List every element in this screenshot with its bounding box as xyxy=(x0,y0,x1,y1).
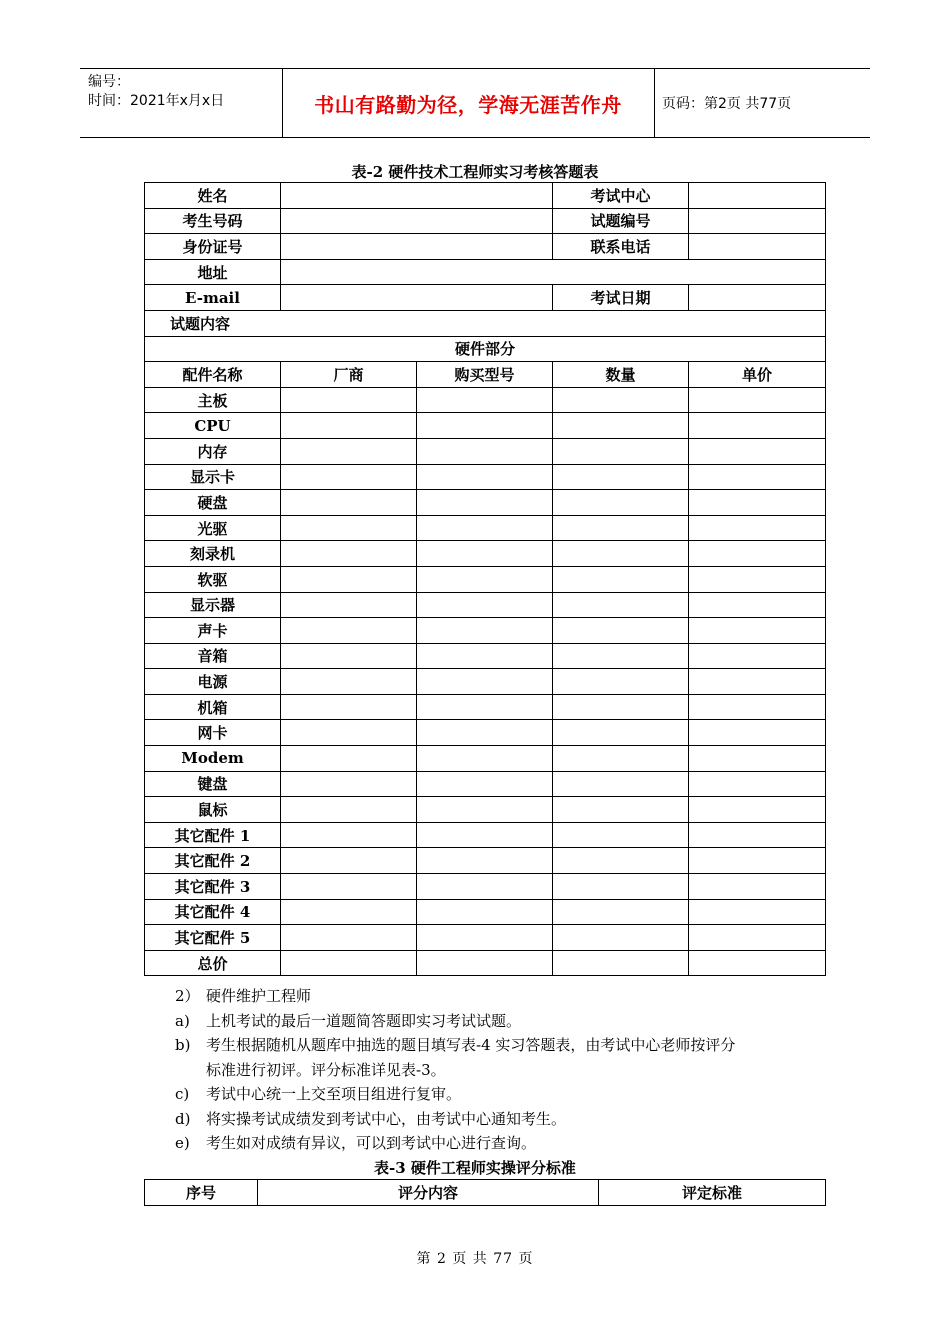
table-row xyxy=(145,336,826,362)
quantity-cell[interactable] xyxy=(553,541,689,567)
vendor-cell[interactable] xyxy=(281,899,417,925)
vendor-cell[interactable] xyxy=(281,797,417,823)
model-cell[interactable] xyxy=(417,899,553,925)
part-name: 电源 xyxy=(145,669,281,695)
header-motto: 书山有路勤为径，学海无涯苦作舟 xyxy=(314,93,622,117)
name-field[interactable] xyxy=(281,183,553,209)
quantity-cell[interactable] xyxy=(553,669,689,695)
price-cell[interactable] xyxy=(689,464,826,490)
price-cell[interactable] xyxy=(689,899,826,925)
hardware-section-label: 硬件部分 xyxy=(145,336,826,362)
part-name: Modem xyxy=(145,746,281,772)
model-cell[interactable] xyxy=(417,694,553,720)
serial-label: 编号： xyxy=(88,74,130,90)
part-name: 内存 xyxy=(145,438,281,464)
model-cell[interactable] xyxy=(417,669,553,695)
model-cell[interactable] xyxy=(417,566,553,592)
column-header: 评定标准 xyxy=(599,1180,826,1206)
quantity-cell[interactable] xyxy=(553,694,689,720)
column-header: 购买型号 xyxy=(417,362,553,388)
list-item xyxy=(175,1131,735,1156)
price-cell[interactable] xyxy=(689,669,826,695)
table-row xyxy=(145,925,826,951)
list-text: 考生根据随机从题库中抽选的题目填写表-4 实习答题表，由考试中心老师按评分 xyxy=(206,1036,736,1054)
table-row xyxy=(145,618,826,644)
question-number-label: 试题编号 xyxy=(553,208,689,234)
price-cell[interactable] xyxy=(689,413,826,439)
price-cell[interactable] xyxy=(689,541,826,567)
quantity-cell[interactable] xyxy=(553,874,689,900)
model-cell[interactable] xyxy=(417,950,553,976)
phone-label: 联系电话 xyxy=(553,234,689,260)
vendor-cell[interactable] xyxy=(281,694,417,720)
table-row xyxy=(145,822,826,848)
page-footer: 第 2 页 共 77 页 xyxy=(416,1251,534,1267)
model-cell[interactable] xyxy=(417,925,553,951)
vendor-cell[interactable] xyxy=(281,490,417,516)
exam-center-label: 考试中心 xyxy=(553,183,689,209)
list-marker: c) xyxy=(175,1085,190,1103)
model-cell[interactable] xyxy=(417,387,553,413)
price-cell[interactable] xyxy=(689,438,826,464)
id-number-field[interactable] xyxy=(281,234,553,260)
price-cell[interactable] xyxy=(689,771,826,797)
price-cell[interactable] xyxy=(689,515,826,541)
vendor-cell[interactable] xyxy=(281,643,417,669)
email-field[interactable] xyxy=(281,285,553,311)
vendor-cell[interactable] xyxy=(281,925,417,951)
vendor-cell[interactable] xyxy=(281,387,417,413)
question-content-label: 试题内容 xyxy=(145,310,826,336)
model-cell[interactable] xyxy=(417,541,553,567)
model-cell[interactable] xyxy=(417,874,553,900)
heading-text: 硬件维护工程师 xyxy=(206,987,312,1005)
vendor-cell[interactable] xyxy=(281,413,417,439)
table-row xyxy=(145,797,826,823)
table-row xyxy=(145,746,826,772)
vendor-cell[interactable] xyxy=(281,438,417,464)
part-name: 音箱 xyxy=(145,643,281,669)
table-row xyxy=(145,413,826,439)
list-marker: e) xyxy=(175,1134,190,1152)
vendor-cell[interactable] xyxy=(281,950,417,976)
vendor-cell[interactable] xyxy=(281,848,417,874)
price-cell[interactable] xyxy=(689,950,826,976)
heading-number: 2） xyxy=(175,987,200,1005)
price-cell[interactable] xyxy=(689,848,826,874)
column-header: 单价 xyxy=(689,362,826,388)
list-text: 上机考试的最后一道题简答题即实习考试试题。 xyxy=(206,1011,522,1030)
vendor-cell[interactable] xyxy=(281,720,417,746)
quantity-cell[interactable] xyxy=(553,592,689,618)
model-cell[interactable] xyxy=(417,848,553,874)
part-name: 主板 xyxy=(145,387,281,413)
part-name: CPU xyxy=(145,413,281,439)
quantity-cell[interactable] xyxy=(553,643,689,669)
price-cell[interactable] xyxy=(689,490,826,516)
table-row xyxy=(145,669,826,695)
table-row xyxy=(145,490,826,516)
phone-field[interactable] xyxy=(689,234,826,260)
vendor-cell[interactable] xyxy=(281,618,417,644)
exam-date-field[interactable] xyxy=(689,285,826,311)
address-field[interactable] xyxy=(281,259,826,285)
table-row xyxy=(145,771,826,797)
price-cell[interactable] xyxy=(689,592,826,618)
quantity-cell[interactable] xyxy=(553,438,689,464)
model-cell[interactable] xyxy=(417,771,553,797)
part-name: 网卡 xyxy=(145,720,281,746)
part-name: 其它配件 4 xyxy=(145,899,281,925)
table-header-row xyxy=(145,1180,826,1206)
header-divider xyxy=(654,69,655,137)
column-header: 序号 xyxy=(145,1180,258,1206)
table-row xyxy=(145,643,826,669)
model-cell[interactable] xyxy=(417,490,553,516)
answer-table xyxy=(144,182,826,976)
part-name: 其它配件 1 xyxy=(145,822,281,848)
list-text: 考生如对成绩有异议，可以到考试中心进行查询。 xyxy=(206,1134,537,1152)
page-header xyxy=(80,68,870,138)
list-item xyxy=(175,1033,735,1082)
table-row xyxy=(145,515,826,541)
model-cell[interactable] xyxy=(417,797,553,823)
model-cell[interactable] xyxy=(417,413,553,439)
price-cell[interactable] xyxy=(689,694,826,720)
vendor-cell[interactable] xyxy=(281,822,417,848)
table-row xyxy=(145,259,826,285)
quantity-cell[interactable] xyxy=(553,464,689,490)
model-cell[interactable] xyxy=(417,720,553,746)
table-row xyxy=(145,464,826,490)
part-name: 其它配件 3 xyxy=(145,874,281,900)
list-item xyxy=(175,1082,735,1107)
quantity-cell[interactable] xyxy=(553,899,689,925)
quantity-cell[interactable] xyxy=(553,515,689,541)
part-name: 声卡 xyxy=(145,618,281,644)
part-name: 硬盘 xyxy=(145,490,281,516)
price-cell[interactable] xyxy=(689,822,826,848)
scoring-table xyxy=(144,1179,826,1206)
name-label: 姓名 xyxy=(145,183,281,209)
exam-center-field[interactable] xyxy=(689,183,826,209)
model-cell[interactable] xyxy=(417,515,553,541)
table-row xyxy=(145,285,826,311)
list-marker: b) xyxy=(175,1036,191,1054)
model-cell[interactable] xyxy=(417,464,553,490)
vendor-cell[interactable] xyxy=(281,566,417,592)
quantity-cell[interactable] xyxy=(553,618,689,644)
quantity-cell[interactable] xyxy=(553,746,689,772)
quantity-cell[interactable] xyxy=(553,387,689,413)
vendor-cell[interactable] xyxy=(281,464,417,490)
vendor-cell[interactable] xyxy=(281,541,417,567)
table3-title: 表-3 硬件工程师实操评分标准 xyxy=(374,1159,576,1177)
table-header-row xyxy=(145,362,826,388)
quantity-cell[interactable] xyxy=(553,413,689,439)
price-cell[interactable] xyxy=(689,618,826,644)
quantity-cell[interactable] xyxy=(553,771,689,797)
address-label: 地址 xyxy=(145,259,281,285)
price-cell[interactable] xyxy=(689,874,826,900)
email-label: E-mail xyxy=(145,285,281,311)
list-marker: a) xyxy=(175,1011,190,1030)
model-cell[interactable] xyxy=(417,643,553,669)
model-cell[interactable] xyxy=(417,822,553,848)
part-name: 显示器 xyxy=(145,592,281,618)
price-cell[interactable] xyxy=(689,387,826,413)
price-cell[interactable] xyxy=(689,566,826,592)
quantity-cell[interactable] xyxy=(553,848,689,874)
part-name: 软驱 xyxy=(145,566,281,592)
model-cell[interactable] xyxy=(417,438,553,464)
time-label: 时间：2021年x月x日 xyxy=(88,93,225,109)
table-row xyxy=(145,592,826,618)
vendor-cell[interactable] xyxy=(281,515,417,541)
table-row xyxy=(145,720,826,746)
model-cell[interactable] xyxy=(417,592,553,618)
table-row xyxy=(145,387,826,413)
list-marker: d) xyxy=(175,1109,191,1128)
quantity-cell[interactable] xyxy=(553,566,689,592)
candidate-number-field[interactable] xyxy=(281,208,553,234)
quantity-cell[interactable] xyxy=(553,490,689,516)
header-page-number: 页码：第2页 共77页 xyxy=(662,96,792,112)
quantity-cell[interactable] xyxy=(553,720,689,746)
table-row xyxy=(145,183,826,209)
instructions xyxy=(175,984,735,1156)
part-name: 总价 xyxy=(145,950,281,976)
model-cell[interactable] xyxy=(417,746,553,772)
table-row xyxy=(145,208,826,234)
list-text-continued: 标准进行初评。评分标准详见表-3。 xyxy=(206,1060,446,1079)
table2-title: 表-2 硬件技术工程师实习考核答题表 xyxy=(351,163,599,181)
quantity-cell[interactable] xyxy=(553,925,689,951)
column-header: 配件名称 xyxy=(145,362,281,388)
table-row xyxy=(145,694,826,720)
vendor-cell[interactable] xyxy=(281,771,417,797)
id-number-label: 身份证号 xyxy=(145,234,281,260)
table-row xyxy=(145,438,826,464)
table-row xyxy=(145,310,826,336)
part-name: 显示卡 xyxy=(145,464,281,490)
table-row xyxy=(145,874,826,900)
list-text: 考试中心统一上交至项目组进行复审。 xyxy=(206,1085,462,1103)
list-item xyxy=(175,1009,735,1034)
vendor-cell[interactable] xyxy=(281,592,417,618)
vendor-cell[interactable] xyxy=(281,669,417,695)
table-row xyxy=(145,234,826,260)
question-number-field[interactable] xyxy=(689,208,826,234)
part-name: 其它配件 5 xyxy=(145,925,281,951)
quantity-cell[interactable] xyxy=(553,950,689,976)
price-cell[interactable] xyxy=(689,925,826,951)
table-row xyxy=(145,899,826,925)
vendor-cell[interactable] xyxy=(281,746,417,772)
table-row xyxy=(145,566,826,592)
quantity-cell[interactable] xyxy=(553,822,689,848)
table-row xyxy=(145,541,826,567)
instructions-heading xyxy=(175,984,735,1009)
column-header: 厂商 xyxy=(281,362,417,388)
total-row xyxy=(145,950,826,976)
part-name: 机箱 xyxy=(145,694,281,720)
price-cell[interactable] xyxy=(689,797,826,823)
candidate-number-label: 考生号码 xyxy=(145,208,281,234)
exam-date-label: 考试日期 xyxy=(553,285,689,311)
part-name: 键盘 xyxy=(145,771,281,797)
list-item xyxy=(175,1107,735,1132)
column-header: 数量 xyxy=(553,362,689,388)
price-cell[interactable] xyxy=(689,720,826,746)
part-name: 其它配件 2 xyxy=(145,848,281,874)
part-name: 刻录机 xyxy=(145,541,281,567)
list-text: 将实操考试成绩发到考试中心，由考试中心通知考生。 xyxy=(206,1109,567,1128)
price-cell[interactable] xyxy=(689,643,826,669)
part-name: 鼠标 xyxy=(145,797,281,823)
table-row xyxy=(145,848,826,874)
header-meta xyxy=(88,73,224,111)
quantity-cell[interactable] xyxy=(553,797,689,823)
column-header: 评分内容 xyxy=(258,1180,599,1206)
model-cell[interactable] xyxy=(417,618,553,644)
part-name: 光驱 xyxy=(145,515,281,541)
price-cell[interactable] xyxy=(689,746,826,772)
vendor-cell[interactable] xyxy=(281,874,417,900)
